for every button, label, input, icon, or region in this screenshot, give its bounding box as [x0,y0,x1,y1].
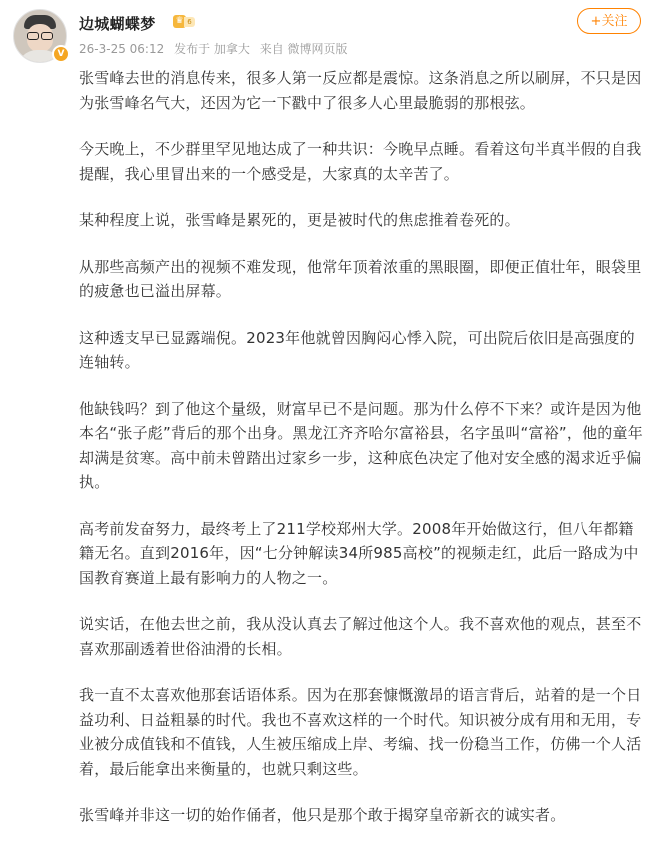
paragraph: 今天晚上，不少群里罕见地达成了一种共识：今晚早点睡。看着这句半真半假的自我提醒，我心里冒出来的一个感受是，大家真的太辛苦了。 [79,140,642,183]
post-time[interactable]: 26-3-25 06:12 [79,42,165,56]
paragraph: 说实话，在他去世之前，我从没认真去了解过他这个人。我不喜欢他的观点，甚至不喜欢那副透着世俗油滑的长相。 [79,615,642,658]
paragraph: 张雪峰去世的消息传来，很多人第一反应都是震惊。这条消息之所以刷屏，不只是因为张雪峰名气大，还因为它一下戳中了很多人心里最脆弱的那根弦。 [79,69,642,112]
paragraph: 我一直不太喜欢他那套话语体系。因为在那套慷慨激昂的语言背后，站着的是一个日益功利、日益粗暴的时代。我也不喜欢这样的一个时代。知识被分成有用和无用，专业被分成值钱和不值钱，人生被压缩成上岸、考编、找一份稳当工作，仿佛一个人活着，最后能拿出来衡量的，也就只剩这些。 [79,686,642,778]
post-header [0,0,658,60]
vip-level: 6 [184,17,195,27]
paragraph: 这种透支早已显露端倪。2023年他就曾因胸闷心悸入院，可出院后依旧是高强度的连轴转。 [79,328,635,371]
paragraph: 高考前发奋努力，最终考上了211学校郑州大学。2008年开始做这行，但八年都籍籍无名。直到2016年，因“七分钟解读34所985高校”的视频走红，此后一路成为中国教育赛道上最有影响力的人物之一。 [79,519,639,587]
paragraph: 张雪峰并非这一切的始作俑者，他只是那个敢于揭穿皇帝新衣的诚实者。 [79,806,566,824]
post-meta [79,40,354,57]
paragraph: 他缺钱吗？到了他这个量级，财富早已不是问题。那为什么停不下来？或许是因为他本名“张子彪”背后的那个出身。黑龙江齐齐哈尔富裕县，名字虽叫“富裕”，他的童年却满是贫寒。高中前未曾踏出过家乡一步，这种底色决定了他对安全感的渴求近乎偏执。 [79,399,643,491]
follow-button[interactable]: +关注 [577,8,641,34]
paragraph: 某种程度上说，张雪峰是累死的，更是被时代的焦虑推着卷死的。 [79,211,520,229]
paragraph: 从那些高频产出的视频不难发现，他常年顶着浓重的黑眼圈，即便正值壮年，眼袋里的疲惫也已溢出屏幕。 [79,257,642,300]
vip-badge[interactable] [173,14,195,30]
vip-crown-icon: ♛ [173,15,186,28]
avatar-glasses [27,32,53,39]
verified-badge-icon: V [52,45,70,63]
post-source: 来自 微博网页版 [259,42,348,56]
post-location: 发布于 加拿大 [174,42,250,56]
post-content [79,66,645,850]
author-name[interactable]: 边城蝴蝶梦 [79,15,156,33]
